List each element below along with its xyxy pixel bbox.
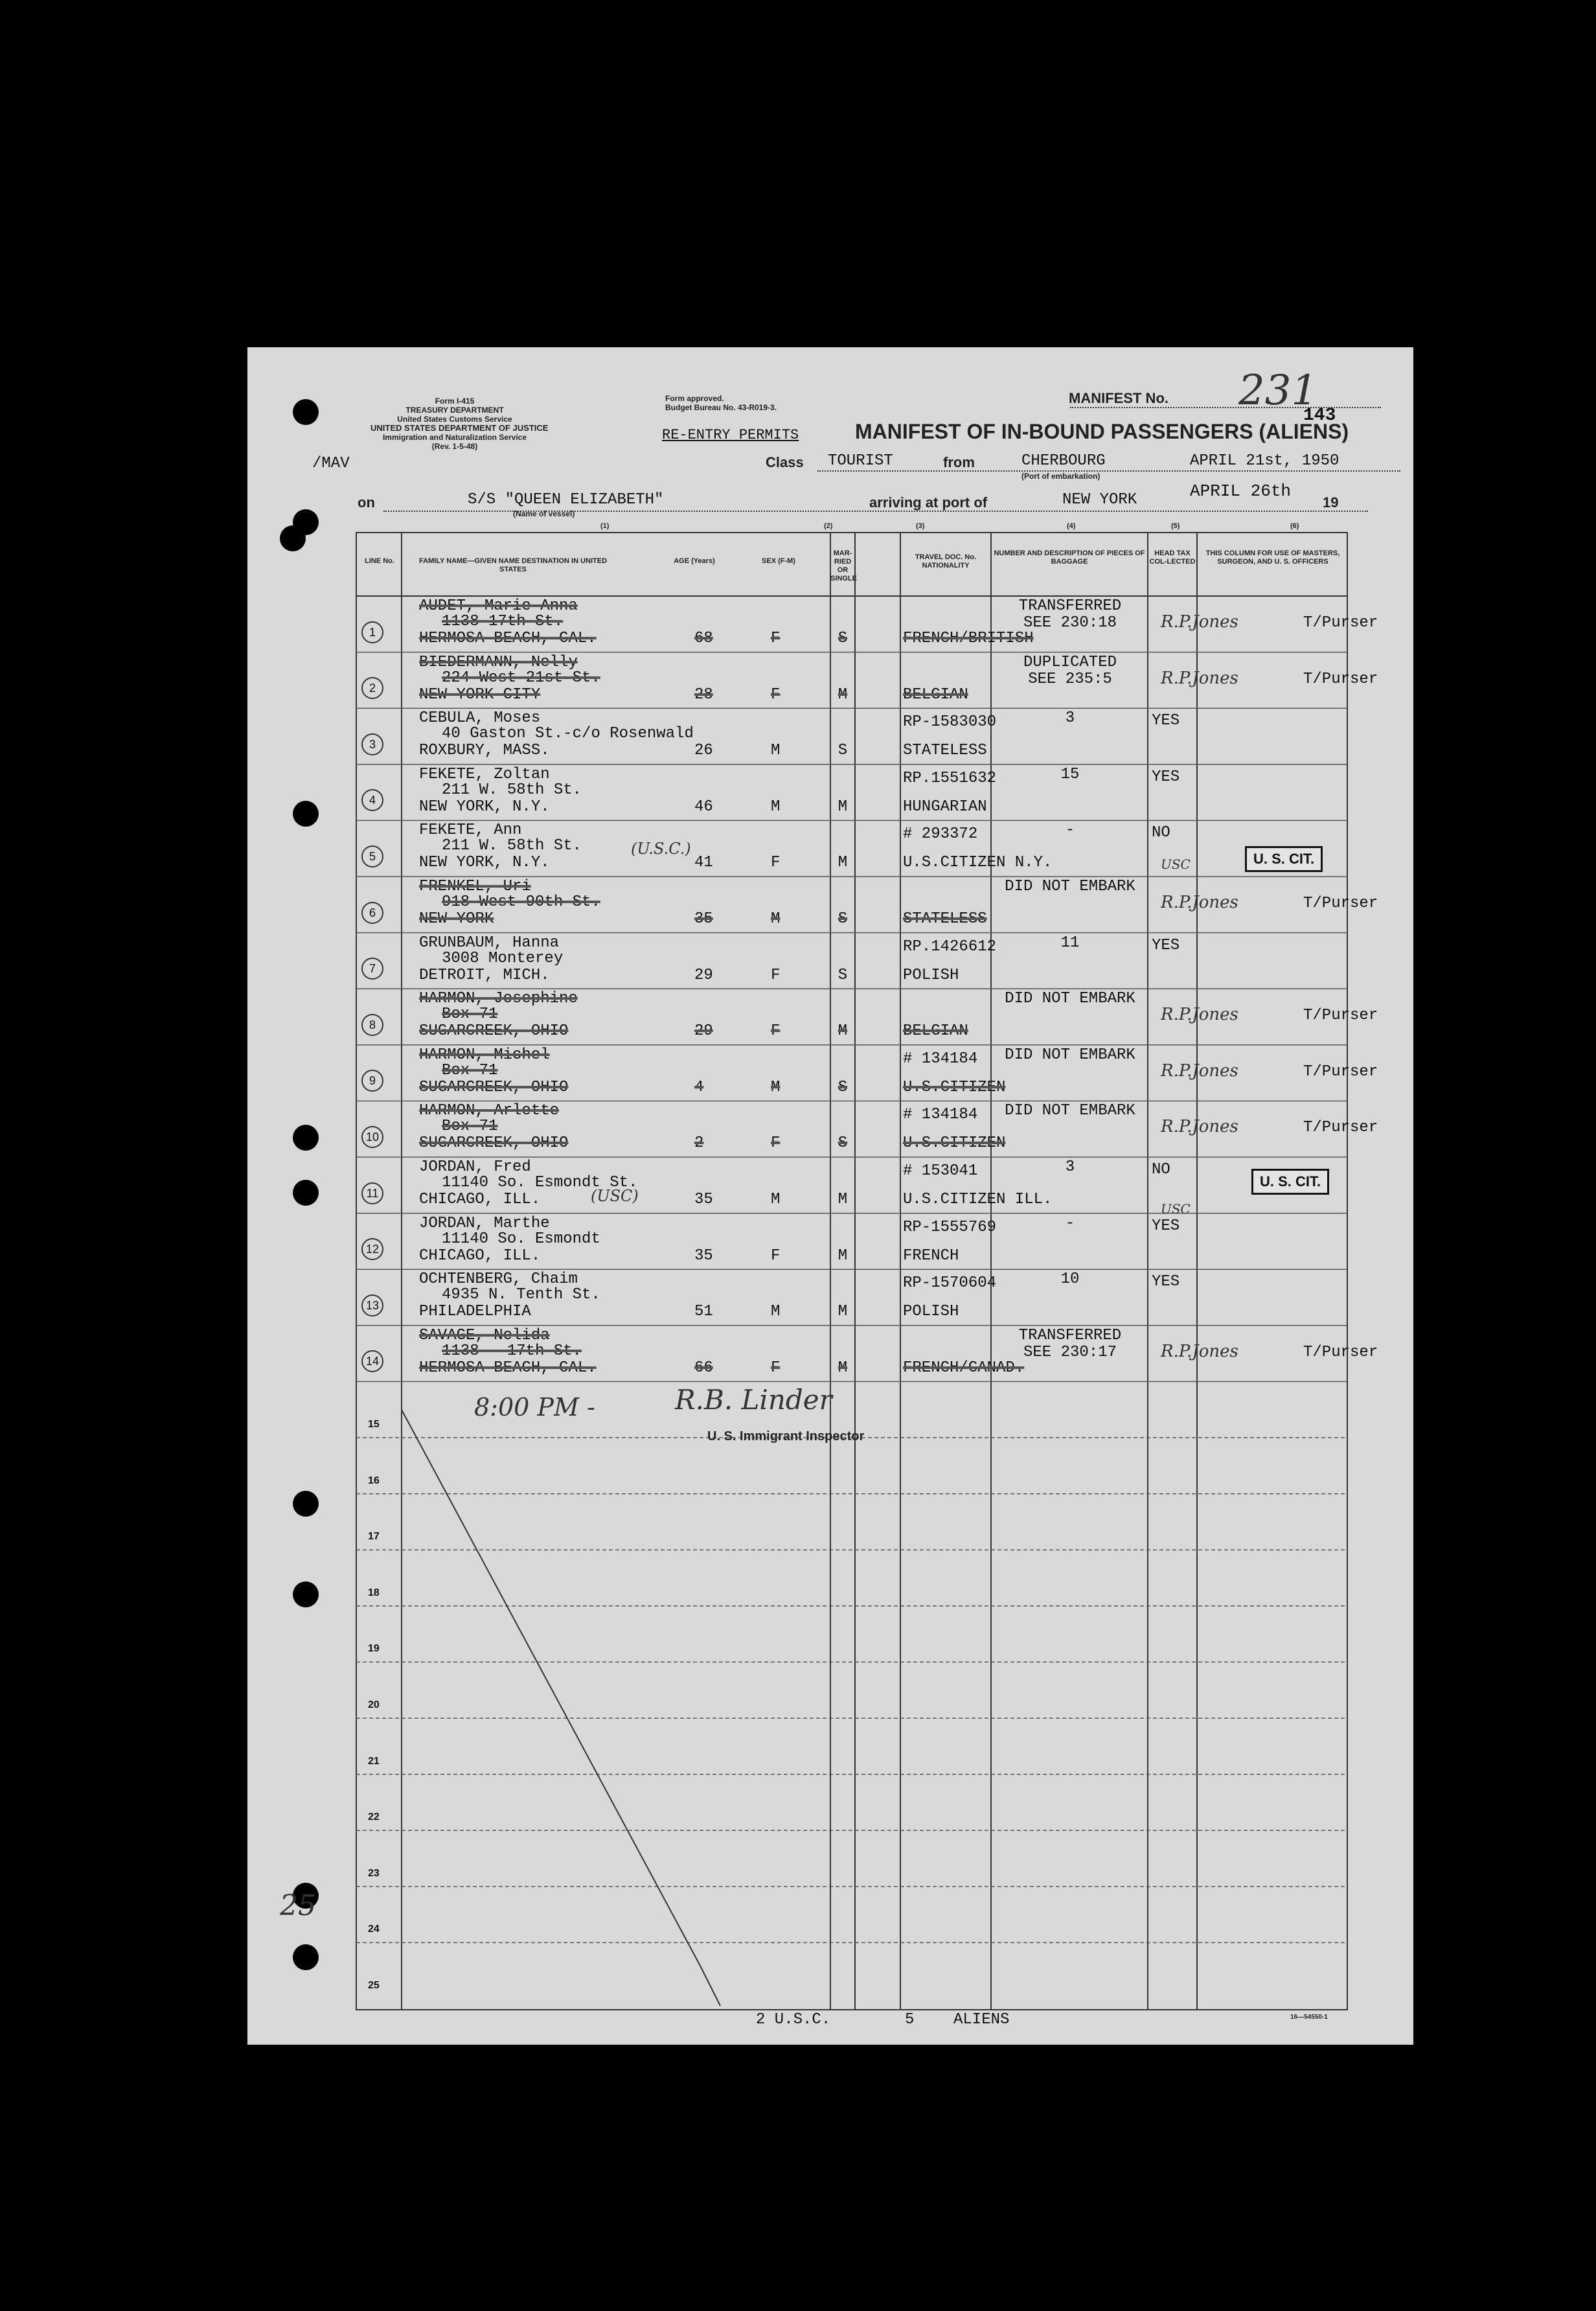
purser-signature: R.P.Jones bbox=[1161, 1061, 1238, 1081]
passenger-name: BIEDERMANN, Nelly bbox=[419, 653, 578, 671]
col-header-baggage: NUMBER AND DESCRIPTION OF PIECES OF BAGGAGE bbox=[994, 549, 1145, 566]
officer-note: T/Purser bbox=[1303, 1063, 1378, 1081]
passenger-name: JORDAN, Marthe bbox=[419, 1214, 550, 1232]
manifest-no-handwritten: 231 bbox=[1238, 367, 1318, 415]
form-revision: (Rev. 1-5-48) bbox=[431, 442, 478, 451]
address-line: 3008 Monterey bbox=[442, 949, 564, 967]
nationality: FRENCH/BRITISH bbox=[903, 630, 1034, 647]
head-tax: YES bbox=[1152, 936, 1180, 954]
purser-signature: R.P.Jones bbox=[1161, 1341, 1238, 1361]
destination: SUGARCREEK, OHIO bbox=[419, 1078, 569, 1096]
port-of-embarkation: CHERBOURG bbox=[1021, 452, 1106, 470]
line-number: 3 bbox=[361, 733, 383, 755]
passenger-name: SAVAGE, Nelida bbox=[419, 1326, 550, 1344]
marital-status: S bbox=[838, 910, 848, 928]
line-number: 19 bbox=[368, 1643, 380, 1655]
line-number: 11 bbox=[361, 1182, 383, 1204]
nationality: POLISH bbox=[903, 966, 959, 984]
travel-doc: # 153041 bbox=[903, 1162, 978, 1180]
sex: F bbox=[771, 685, 781, 704]
age: 46 bbox=[694, 798, 713, 816]
destination: CHICAGO, ILL. bbox=[419, 1247, 541, 1265]
col-header-travel: TRAVEL DOC. No. NATIONALITY bbox=[915, 553, 977, 569]
age: 29 bbox=[694, 966, 713, 984]
marital-status: S bbox=[838, 966, 848, 984]
nationality: STATELESS bbox=[903, 910, 987, 928]
marital-status: S bbox=[838, 742, 848, 760]
marital-status: S bbox=[838, 1134, 848, 1153]
passenger-name: GRUNBAUM, Hanna bbox=[419, 934, 560, 952]
sex: F bbox=[771, 966, 781, 984]
officer-note: T/Purser bbox=[1303, 1119, 1378, 1137]
col-num: (3) bbox=[916, 522, 925, 530]
sex: F bbox=[771, 1247, 781, 1265]
usc-note: (U.S.C.) bbox=[631, 840, 691, 858]
line-number: 13 bbox=[361, 1294, 383, 1316]
baggage-ref: SEE 235:5 bbox=[1028, 670, 1112, 688]
line-number: 1 bbox=[361, 621, 383, 643]
baggage-ref: SEE 230:18 bbox=[1023, 614, 1117, 632]
vessel-note: (Name of vessel) bbox=[513, 509, 575, 518]
line-number: 22 bbox=[368, 1811, 380, 1823]
arriving-label: arriving at port of bbox=[869, 494, 988, 511]
form-approved: Form approved. bbox=[665, 394, 724, 403]
officer-note: T/Purser bbox=[1303, 670, 1378, 688]
line-number: 8 bbox=[361, 1014, 383, 1036]
purser-signature: R.P.Jones bbox=[1161, 893, 1238, 912]
baggage: DID NOT EMBARK bbox=[1005, 990, 1135, 1008]
address-line: 1138-17th St. bbox=[442, 613, 564, 630]
destination: PHILADELPHIA bbox=[419, 1303, 531, 1321]
usc-note: USC bbox=[1161, 1201, 1191, 1217]
marital-status: M bbox=[838, 1247, 848, 1265]
line-number: 10 bbox=[361, 1126, 383, 1148]
nationality: STATELESS bbox=[903, 742, 987, 760]
page-count-mark: 25 bbox=[280, 1889, 316, 1922]
age: 28 bbox=[694, 685, 713, 704]
destination: NEW YORK bbox=[419, 910, 494, 928]
age: 29 bbox=[694, 1022, 713, 1041]
marital-status: M bbox=[838, 685, 848, 704]
address-line: Box 71 bbox=[442, 1006, 498, 1024]
manifest-no-stamped: 143 bbox=[1303, 406, 1336, 426]
sex: M bbox=[771, 910, 781, 928]
alien-count: 5 bbox=[905, 2011, 915, 2029]
ins-service: Immigration and Naturalization Service bbox=[382, 433, 527, 442]
sex: M bbox=[771, 1303, 781, 1321]
marital-status: M bbox=[838, 1359, 848, 1377]
nationality: FRENCH/CANAD. bbox=[903, 1359, 1025, 1377]
destination: DETROIT, MICH. bbox=[419, 966, 550, 984]
purser-signature: R.P.Jones bbox=[1161, 1005, 1238, 1025]
travel-doc: RP-1583030 bbox=[903, 713, 997, 731]
col-header-sex: SEX (F-M) bbox=[762, 557, 795, 565]
sex: M bbox=[771, 798, 781, 816]
age: 66 bbox=[694, 1359, 713, 1377]
passenger-name: AUDET, Marie-Anna bbox=[419, 597, 578, 615]
departure-date: APRIL 21st, 1950 bbox=[1190, 452, 1340, 470]
passenger-name: OCHTENBERG, Chaim bbox=[419, 1270, 578, 1289]
usc-note: (USC) bbox=[591, 1187, 639, 1205]
address-line: 11140 So. Esmondt St. bbox=[442, 1174, 638, 1191]
age: 68 bbox=[694, 630, 713, 647]
purser-signature: R.P.Jones bbox=[1161, 1117, 1238, 1137]
usc-note: USC bbox=[1161, 857, 1191, 872]
nationality: BELGIAN bbox=[903, 1022, 968, 1041]
destination: SUGARCREEK, OHIO bbox=[419, 1022, 569, 1041]
line-number: 21 bbox=[368, 1755, 380, 1767]
travel-doc: # 134184 bbox=[903, 1106, 978, 1124]
officer-note: T/Purser bbox=[1303, 1343, 1378, 1361]
baggage: 15 bbox=[1060, 765, 1080, 783]
passenger-name: CEBULA, Moses bbox=[419, 709, 541, 728]
destination: HERMOSA BEACH, CAL. bbox=[419, 630, 597, 647]
head-tax: YES bbox=[1152, 1273, 1180, 1291]
age: 4 bbox=[694, 1078, 704, 1096]
line-number: 24 bbox=[368, 1924, 380, 1935]
us-citizen-stamp: U. S. CIT. bbox=[1245, 846, 1323, 872]
line-number: 9 bbox=[361, 1070, 383, 1092]
margin-code: /MAV bbox=[312, 455, 350, 472]
baggage-ref: SEE 230:17 bbox=[1023, 1343, 1117, 1361]
travel-doc: RP-1555769 bbox=[903, 1218, 997, 1236]
travel-doc: # 134184 bbox=[903, 1050, 978, 1068]
age: 35 bbox=[694, 1191, 713, 1208]
nationality: U.S.CITIZEN bbox=[903, 1134, 1006, 1153]
baggage: - bbox=[1065, 822, 1075, 840]
address-line: 11140 So. Esmondt bbox=[442, 1230, 600, 1248]
line-number: 6 bbox=[361, 902, 383, 924]
col-num: (4) bbox=[1067, 522, 1076, 530]
class-value: TOURIST bbox=[828, 452, 893, 470]
reentry-permits: RE-ENTRY PERMITS bbox=[662, 427, 799, 443]
nationality: U.S.CITIZEN N.Y. bbox=[903, 854, 1053, 872]
sex: M bbox=[771, 1078, 781, 1096]
us-citizen-stamp: U. S. CIT. bbox=[1251, 1169, 1329, 1195]
nationality: BELGIAN bbox=[903, 685, 968, 704]
from-note: (Port of embarkation) bbox=[1021, 472, 1100, 481]
baggage: TRANSFERRED bbox=[1018, 597, 1122, 615]
officer-note: T/Purser bbox=[1303, 614, 1378, 632]
purser-signature: R.P.Jones bbox=[1161, 612, 1238, 632]
sex: F bbox=[771, 854, 781, 872]
line-number: 2 bbox=[361, 677, 383, 699]
inspector-time: 8:00 PM - bbox=[474, 1393, 595, 1421]
col-num: (6) bbox=[1290, 522, 1299, 530]
age: 2 bbox=[694, 1134, 704, 1153]
arrival-port: NEW YORK bbox=[1062, 491, 1137, 509]
baggage: TRANSFERRED bbox=[1018, 1326, 1122, 1344]
marital-status: M bbox=[838, 1303, 848, 1321]
on-label: on bbox=[358, 494, 375, 511]
sex: F bbox=[771, 1134, 781, 1153]
col-header-line: LINE No. bbox=[365, 557, 394, 565]
address-line: Box 71 bbox=[442, 1118, 498, 1136]
manifest-title: MANIFEST OF IN-BOUND PASSENGERS (ALIENS) bbox=[855, 420, 1349, 443]
purser-signature: R.P.Jones bbox=[1161, 668, 1238, 688]
baggage: 3 bbox=[1065, 709, 1075, 728]
baggage: 3 bbox=[1065, 1158, 1075, 1176]
passenger-name: FEKETE, Ann bbox=[419, 822, 522, 840]
head-tax: YES bbox=[1152, 712, 1180, 730]
baggage: DID NOT EMBARK bbox=[1005, 878, 1135, 895]
passenger-name: JORDAN, Fred bbox=[419, 1158, 531, 1176]
line-number: 5 bbox=[361, 845, 383, 868]
nationality: POLISH bbox=[903, 1303, 959, 1321]
travel-doc: RP.1551632 bbox=[903, 769, 997, 787]
age: 41 bbox=[694, 854, 713, 872]
address-line: Box 71 bbox=[442, 1061, 498, 1079]
inspector-title: U. S. Immigrant Inspector bbox=[707, 1429, 865, 1443]
manifest-no-label: MANIFEST No. bbox=[1069, 390, 1168, 406]
alien-label: ALIENS bbox=[953, 2011, 1010, 2029]
line-number: 15 bbox=[368, 1419, 380, 1430]
line-number: 23 bbox=[368, 1867, 380, 1879]
nationality: U.S.CITIZEN ILL. bbox=[903, 1191, 1053, 1208]
age: 26 bbox=[694, 742, 713, 760]
officer-note: T/Purser bbox=[1303, 1007, 1378, 1025]
head-tax: NO bbox=[1152, 824, 1170, 842]
head-tax: YES bbox=[1152, 768, 1180, 786]
marital-status: M bbox=[838, 1022, 848, 1041]
marital-status: S bbox=[838, 1078, 848, 1096]
col-header-married: MAR-RIED OR SINGLE bbox=[830, 549, 857, 582]
from-label: from bbox=[943, 454, 975, 470]
inspector-signature: R.B. Linder bbox=[675, 1384, 832, 1416]
sex: F bbox=[771, 1359, 781, 1377]
travel-doc: # 293372 bbox=[903, 825, 978, 844]
nationality: HUNGARIAN bbox=[903, 798, 987, 816]
baggage: 10 bbox=[1060, 1270, 1080, 1289]
marital-status: M bbox=[838, 798, 848, 816]
treasury-dept: TREASURY DEPARTMENT bbox=[405, 406, 504, 415]
col-header-officers: THIS COLUMN FOR USE OF MASTERS, SURGEON, AND U. S. OFFICERS bbox=[1205, 549, 1340, 566]
line-number: 12 bbox=[361, 1238, 383, 1260]
year-prefix: 19 bbox=[1323, 494, 1339, 511]
line-number: 4 bbox=[361, 789, 383, 811]
address-line: 224 West 21st St. bbox=[442, 669, 600, 687]
arrival-date: APRIL 26th bbox=[1190, 481, 1292, 501]
age: 51 bbox=[694, 1303, 713, 1321]
col-num: (5) bbox=[1171, 522, 1180, 530]
vessel-name: S/S "QUEEN ELIZABETH" bbox=[468, 491, 664, 509]
manifest-page bbox=[247, 347, 1413, 2045]
line-number: 16 bbox=[368, 1475, 380, 1486]
sex: M bbox=[771, 742, 781, 760]
destination: NEW YORK, N.Y. bbox=[419, 798, 550, 816]
age: 35 bbox=[694, 910, 713, 928]
address-line: 1138 - 17th St. bbox=[442, 1342, 582, 1360]
line-number: 20 bbox=[368, 1699, 380, 1710]
sex: F bbox=[771, 1022, 781, 1041]
marital-status: M bbox=[838, 854, 848, 872]
address-line: 4935 N. Tenth St. bbox=[442, 1286, 600, 1304]
line-number: 17 bbox=[368, 1531, 380, 1543]
destination: SUGARCREEK, OHIO bbox=[419, 1134, 569, 1153]
col-header-name: FAMILY NAME—GIVEN NAME DESTINATION IN UNITED STATES bbox=[418, 557, 608, 573]
col-header-age: AGE (Years) bbox=[674, 557, 715, 565]
passenger-name: FEKETE, Zoltan bbox=[419, 765, 550, 783]
marital-status: M bbox=[838, 1191, 848, 1208]
justice-dept: UNITED STATES DEPARTMENT OF JUSTICE bbox=[370, 423, 549, 433]
usc-count: 2 U.S.C. bbox=[756, 2011, 831, 2029]
baggage: DID NOT EMBARK bbox=[1005, 1102, 1135, 1120]
age: 35 bbox=[694, 1247, 713, 1265]
baggage: 11 bbox=[1060, 934, 1080, 952]
baggage: DID NOT EMBARK bbox=[1005, 1046, 1135, 1064]
nationality: U.S.CITIZEN bbox=[903, 1078, 1006, 1096]
sex: F bbox=[771, 630, 781, 647]
baggage: DUPLICATED bbox=[1023, 653, 1117, 671]
class-label: Class bbox=[766, 454, 804, 470]
passenger-name: HARMON, Josephine bbox=[419, 990, 578, 1008]
line-number: 14 bbox=[361, 1350, 383, 1372]
customs-service: United States Customs Service bbox=[397, 415, 512, 424]
nationality: FRENCH bbox=[903, 1247, 959, 1265]
print-code: 16—54550-1 bbox=[1290, 2014, 1328, 2021]
budget-bureau: Budget Bureau No. 43-R019-3. bbox=[665, 403, 777, 412]
passenger-name: FRENKEL, Uri bbox=[419, 878, 531, 895]
head-tax: YES bbox=[1152, 1217, 1180, 1235]
col-num: (2) bbox=[824, 522, 833, 530]
line-number: 18 bbox=[368, 1587, 380, 1598]
marital-status: S bbox=[838, 630, 848, 647]
form-number: Form I-415 bbox=[435, 397, 475, 406]
officer-note: T/Purser bbox=[1303, 895, 1378, 912]
address-line: 211 W. 58th St. bbox=[442, 837, 582, 855]
passenger-name: HARMON, Arlette bbox=[419, 1102, 560, 1120]
col-header-headtax: HEAD TAX COL-LECTED bbox=[1149, 549, 1196, 566]
destination: NEW YORK CITY bbox=[419, 685, 541, 704]
head-tax: NO bbox=[1152, 1161, 1170, 1178]
address-line: 918 West 90th St. bbox=[442, 893, 600, 911]
destination: NEW YORK, N.Y. bbox=[419, 854, 550, 872]
destination: ROXBURY, MASS. bbox=[419, 742, 550, 760]
baggage: - bbox=[1065, 1214, 1075, 1232]
sex: M bbox=[771, 1191, 781, 1208]
passenger-name: HARMON, Michel bbox=[419, 1046, 550, 1064]
col-num: (1) bbox=[600, 522, 610, 530]
address-line: 211 W. 58th St. bbox=[442, 781, 582, 799]
address-line: 40 Gaston St.-c/o Rosenwald bbox=[442, 725, 694, 743]
destination: CHICAGO, ILL. bbox=[419, 1191, 541, 1208]
travel-doc: RP.1426612 bbox=[903, 937, 997, 956]
destination: HERMOSA BEACH, CAL. bbox=[419, 1359, 597, 1377]
line-number: 7 bbox=[361, 958, 383, 980]
travel-doc: RP-1570604 bbox=[903, 1274, 997, 1293]
line-number: 25 bbox=[368, 1980, 380, 1991]
